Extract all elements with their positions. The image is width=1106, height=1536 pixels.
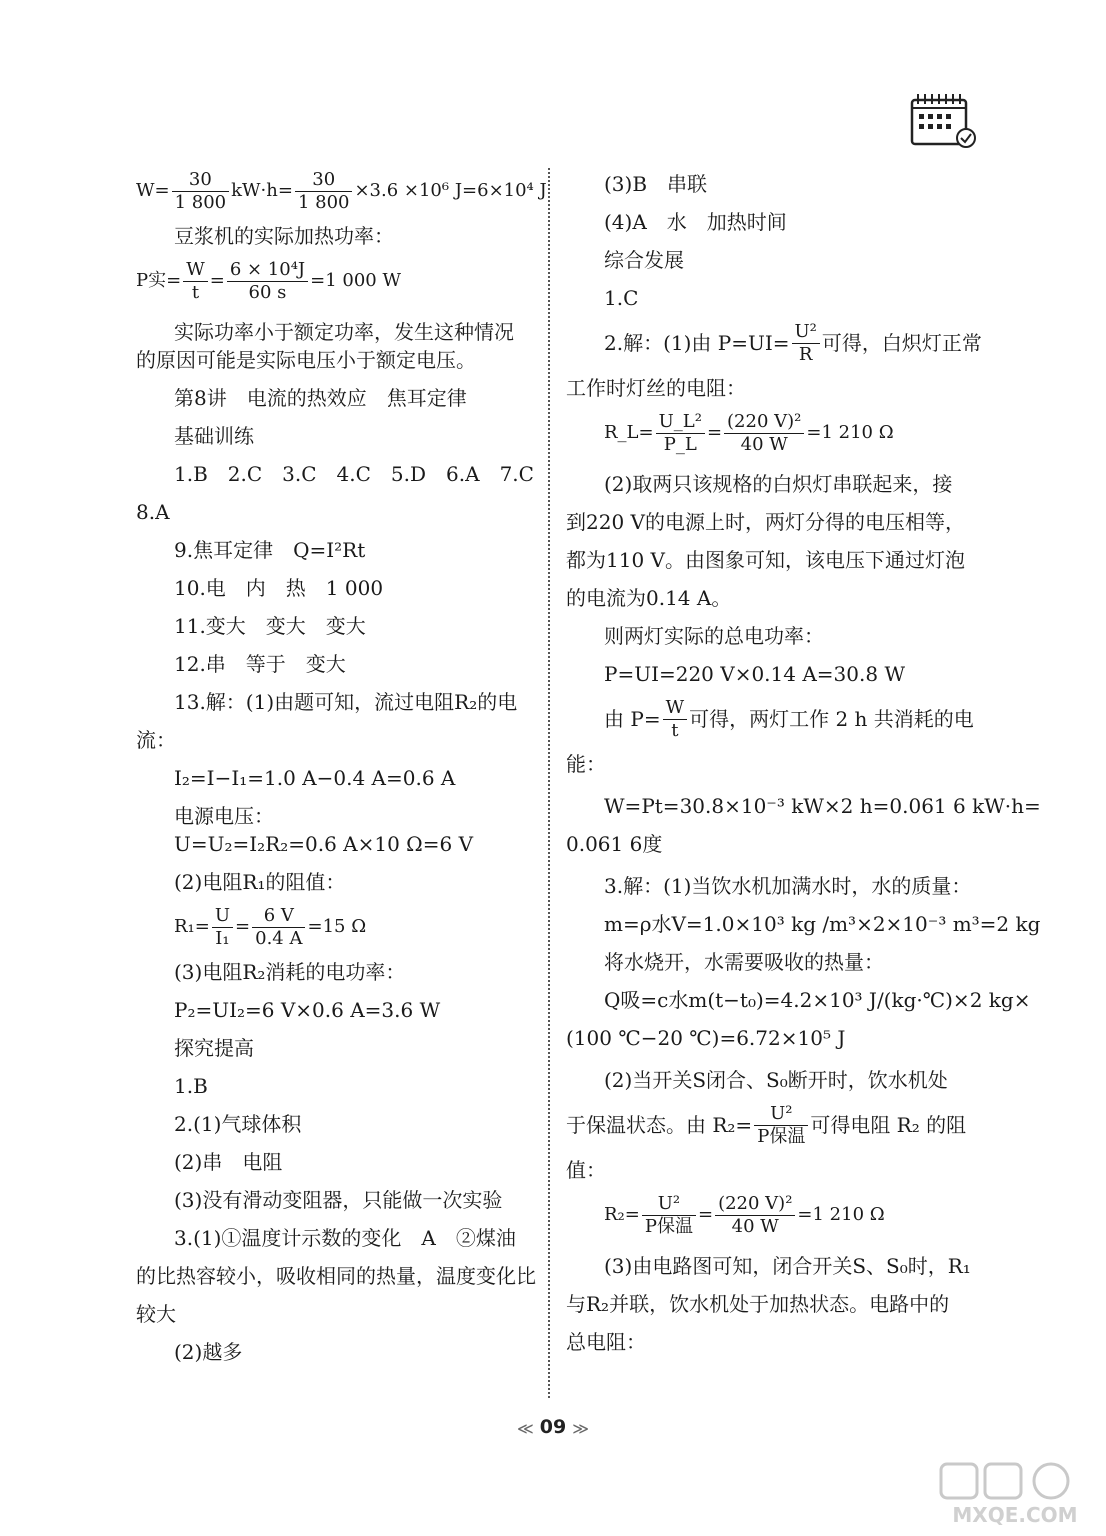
answer-line: 8.A — [136, 500, 170, 524]
denominator: 40 W — [731, 1215, 779, 1237]
denominator: P_L — [663, 433, 697, 455]
formula-text: P实= — [136, 270, 182, 291]
formula-text: 由 P= — [604, 707, 661, 731]
answer-line: 1.C — [604, 286, 639, 310]
text-line: (3)由电路图可知，闭合开关S、S₀时，R₁ — [604, 1254, 971, 1278]
formula-lamp-resistance — [566, 406, 986, 460]
fraction — [656, 411, 705, 456]
text-line: 3.解：(1)当饮水机加满水时，水的质量： — [604, 874, 972, 898]
numerator: U² — [792, 321, 820, 344]
answer-line: 11.变大 变大 变大 — [174, 614, 366, 638]
formula-text: = — [706, 422, 723, 443]
formula-line — [566, 692, 986, 746]
text-line: 都为110 V。由图象可知，该电压下通过灯泡 — [566, 548, 965, 572]
formula-energy — [136, 164, 556, 218]
fraction — [212, 905, 233, 950]
watermark-logo — [935, 1460, 1095, 1530]
double-chevron-right-icon: ≫ — [572, 1419, 589, 1438]
text-line: 工作时灯丝的电阻： — [566, 376, 746, 400]
formula-text: R₂= — [604, 1204, 640, 1225]
equation-line: m=ρ水V=1.0×10³ kg /m³×2×10⁻³ m³=2 kg — [604, 912, 1041, 936]
text-line: (2)电阻R₁的阻值： — [174, 870, 346, 894]
formula-text: = — [209, 270, 225, 291]
section-heading: 第8讲 电流的热效应 焦耳定律 — [174, 386, 467, 410]
numerator: 6 V — [252, 905, 305, 928]
denominator: 1 800 — [174, 191, 227, 213]
text-line: 的原因可能是实际电压小于额定电压。 — [136, 348, 476, 372]
formula-text: =1 210 Ω — [797, 1204, 885, 1225]
formula-text: ×3.6 ×10⁶ J=6×10⁴ J — [354, 180, 547, 201]
fraction — [754, 1103, 808, 1148]
equation-line: P=UI=220 V×0.14 A=30.8 W — [604, 662, 905, 686]
equation-line: 0.061 6度 — [566, 832, 663, 856]
answer-line: 10.电 内 热 1 000 — [174, 576, 384, 600]
right-column — [566, 160, 1041, 1356]
svg-text:MXQE.COM: MXQE.COM — [952, 1503, 1078, 1527]
text-line: 值： — [566, 1158, 606, 1182]
numerator: W — [663, 697, 688, 720]
answer-line: 12.串 等于 变大 — [174, 652, 346, 676]
denominator: 60 s — [248, 281, 287, 303]
answer-line: 9.焦耳定律 Q=I²Rt — [174, 538, 366, 562]
answer-line: (2)串 电阻 — [174, 1150, 283, 1174]
formula-line — [566, 316, 986, 370]
formula-text: 于保温状态。由 R₂= — [566, 1113, 753, 1137]
equation-line: (100 ℃−20 ℃)=6.72×10⁵ J — [566, 1026, 846, 1050]
equation-line: U=U₂=I₂R₂=0.6 A×10 Ω=6 V — [174, 832, 474, 856]
denominator: 40 W — [740, 433, 788, 455]
text-line: 的电流为0.14 A。 — [566, 586, 732, 610]
formula-line — [566, 1098, 986, 1152]
double-chevron-left-icon: ≪ — [517, 1419, 534, 1438]
text-line: 电源电压： — [174, 804, 274, 828]
equation-line: I₂=I−I₁=1.0 A−0.4 A=0.6 A — [174, 766, 456, 790]
answer-line: 流： — [136, 728, 176, 752]
formula-power — [136, 254, 556, 308]
denominator: t — [671, 719, 679, 741]
fraction — [227, 259, 308, 304]
formula-text: =1 210 Ω — [806, 422, 894, 443]
formula-text: =15 Ω — [307, 916, 367, 937]
numerator: U² — [754, 1103, 808, 1126]
answer-line: (3)B 串联 — [604, 172, 708, 196]
equation-line: W=Pt=30.8×10⁻³ kW×2 h=0.061 6 kW·h= — [604, 794, 1041, 818]
fraction — [183, 259, 208, 304]
answer-line: 的比热容较小，吸收相同的热量，温度变化比 — [136, 1264, 536, 1288]
text-line: (3)电阻R₂消耗的电功率： — [174, 960, 406, 984]
text-line: 总电阻： — [566, 1330, 646, 1354]
numerator: W — [183, 259, 208, 282]
text-line: 将水烧开，水需要吸收的热量： — [604, 950, 884, 974]
numerator: (220 V)² — [724, 411, 804, 434]
numerator: 30 — [172, 169, 230, 192]
denominator: P保温 — [757, 1125, 806, 1147]
calendar-icon — [910, 92, 980, 150]
fraction — [792, 321, 820, 366]
formula-text: =1 000 W — [310, 270, 401, 291]
fraction — [172, 169, 230, 214]
numerator: U_L² — [656, 411, 705, 434]
page-footer — [0, 1416, 1106, 1438]
fraction — [642, 1193, 696, 1238]
formula-text: kW·h= — [231, 180, 293, 201]
formula-text: = — [697, 1204, 714, 1225]
subsection-heading: 基础训练 — [174, 424, 254, 448]
subsection-heading: 综合发展 — [604, 248, 684, 272]
fraction — [295, 169, 353, 214]
left-column — [136, 160, 556, 1366]
answer-line: (3)没有滑动变阻器，只能做一次实验 — [174, 1188, 503, 1212]
text-line: (2)取两只该规格的白炽灯串联起来，接 — [604, 472, 953, 496]
equation-line: Q吸=c水m(t−t₀)=4.2×10³ J/(kg·℃)×2 kg× — [604, 988, 1031, 1012]
answer-line: 1.B — [174, 1074, 208, 1098]
formula-text: R_L= — [604, 422, 654, 443]
formula-r2 — [566, 1188, 986, 1242]
formula-text: W= — [136, 180, 170, 201]
text-line: 则两灯实际的总电功率： — [604, 624, 824, 648]
numerator: 30 — [295, 169, 353, 192]
answer-line: (4)A 水 加热时间 — [604, 210, 787, 234]
denominator: 1 800 — [297, 191, 350, 213]
answer-line: 1.B 2.C 3.C 4.C 5.D 6.A 7.C — [174, 462, 534, 486]
answer-line: 13.解：(1)由题可知，流过电阻R₂的电 — [174, 690, 518, 714]
text-line: (2)当开关S闭合、S₀断开时，饮水机处 — [604, 1068, 948, 1092]
numerator: U² — [642, 1193, 696, 1216]
formula-text: 2.解：(1)由 P=UI= — [604, 331, 790, 355]
numerator: U — [212, 905, 233, 928]
formula-resistance — [136, 900, 556, 954]
denominator: I₁ — [215, 927, 230, 949]
fraction — [715, 1193, 795, 1238]
text-line: 与R₂并联，饮水机处于加热状态。电路中的 — [566, 1292, 950, 1316]
equation-line: P₂=UI₂=6 V×0.6 A=3.6 W — [174, 998, 441, 1022]
subsection-heading: 探究提高 — [174, 1036, 254, 1060]
fraction — [663, 697, 688, 742]
denominator: t — [191, 281, 200, 303]
denominator: R — [798, 343, 813, 365]
fraction — [252, 905, 305, 950]
answer-line: 2.(1)气球体积 — [174, 1112, 302, 1136]
denominator: P保温 — [644, 1215, 693, 1237]
fraction — [724, 411, 804, 456]
answer-line: 较大 — [136, 1302, 176, 1326]
answer-line: 3.(1)①温度计示数的变化 A ②煤油 — [174, 1226, 516, 1250]
text-line: 能： — [566, 752, 606, 776]
denominator: 0.4 A — [255, 927, 303, 949]
formula-text: 可得电阻 R₂ 的阻 — [810, 1113, 967, 1137]
answer-line: (2)越多 — [174, 1340, 243, 1364]
formula-text: = — [235, 916, 251, 937]
text-line: 实际功率小于额定功率，发生这种情况 — [174, 320, 514, 344]
formula-text: 可得，白炽灯正常 — [821, 331, 982, 355]
numerator: 6 × 10⁴J — [227, 259, 308, 282]
formula-text: 可得，两灯工作 2 h 共消耗的电 — [689, 707, 974, 731]
numerator: (220 V)² — [715, 1193, 795, 1216]
page-number: 09 — [539, 1416, 567, 1438]
text-line: 到220 V的电源上时，两灯分得的电压相等， — [566, 510, 965, 534]
formula-text: R₁= — [174, 916, 210, 937]
text-line: 豆浆机的实际加热功率： — [174, 224, 394, 248]
